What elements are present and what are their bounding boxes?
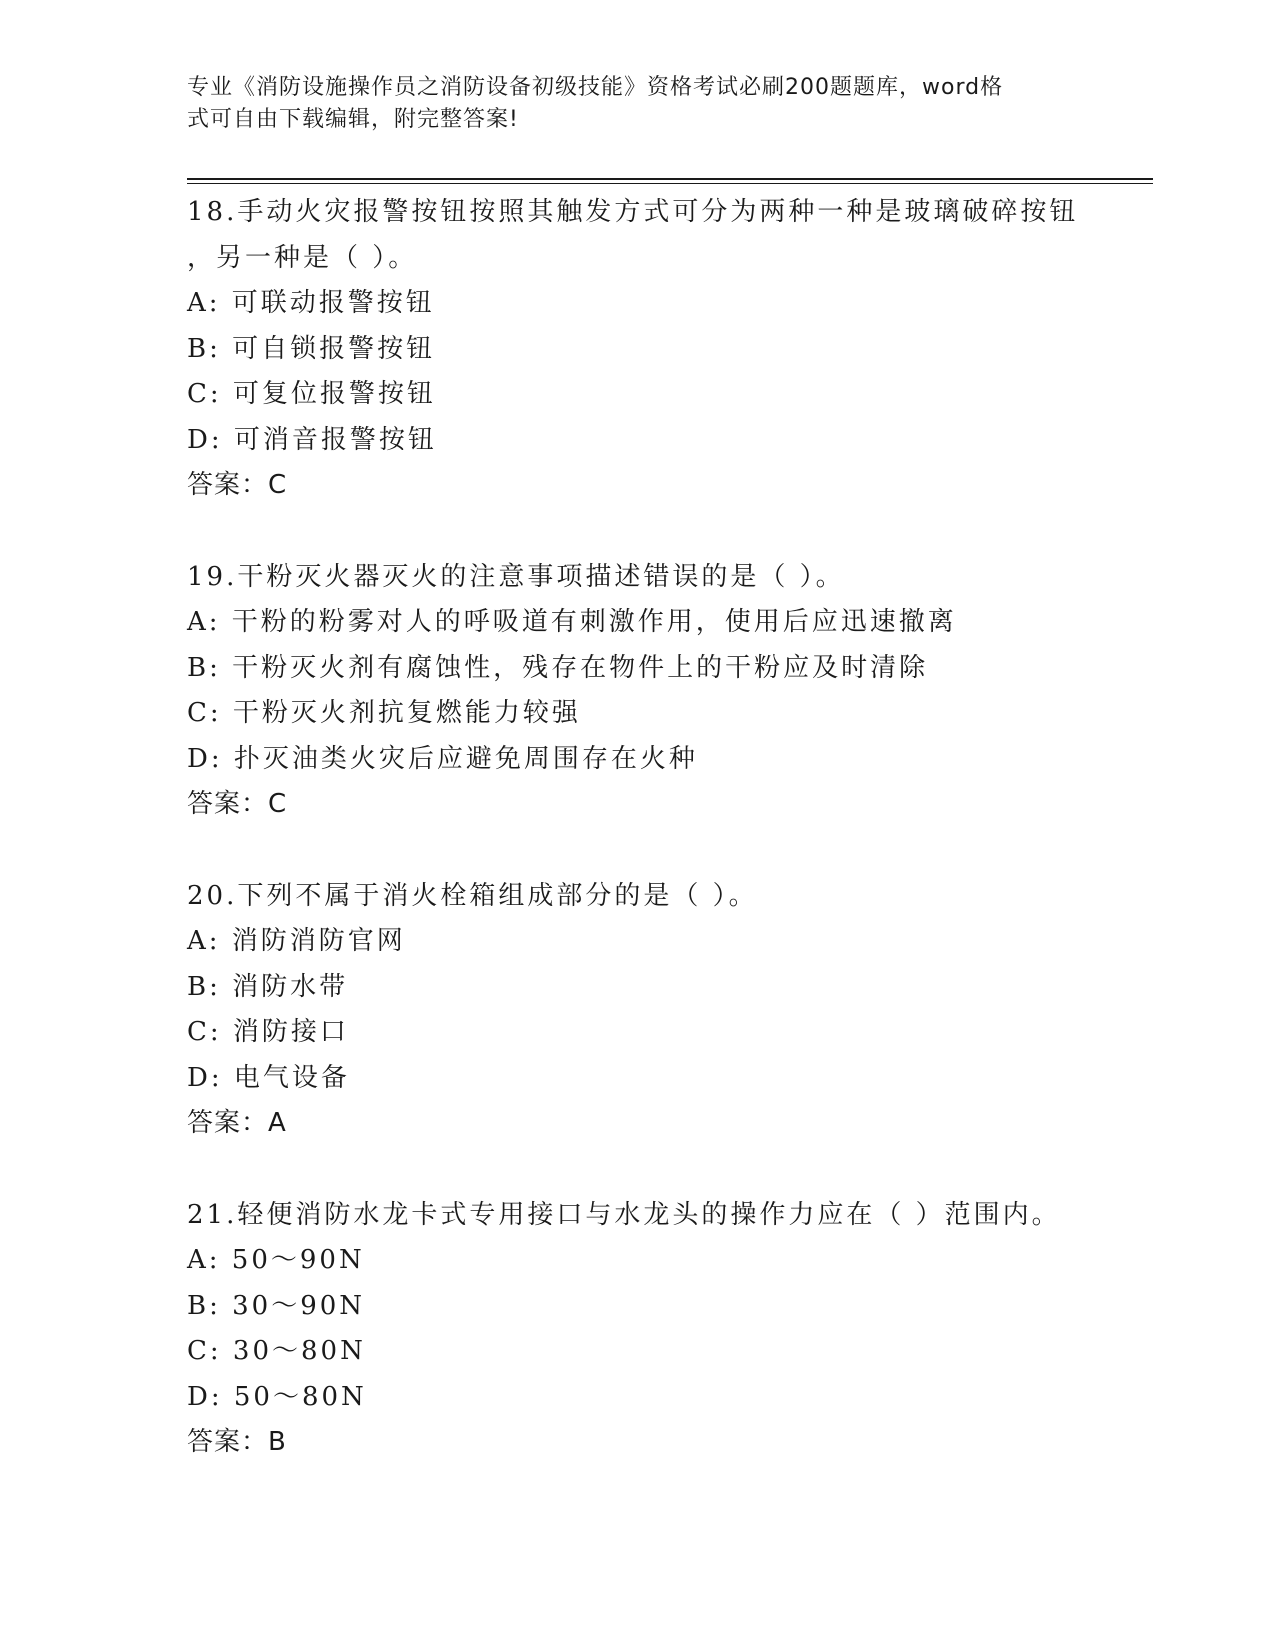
header-line-1: 专业《消防设施操作员之消防设备初级技能》资格考试必刷200题题库，word格 bbox=[187, 75, 1004, 100]
option-b: B: 干粉灭火剂有腐蚀性，残存在物件上的干粉应及时清除 bbox=[187, 652, 929, 683]
option-a: A: 干粉的粉雾对人的呼吸道有刺激作用，使用后应迅速撤离 bbox=[187, 607, 957, 637]
option-c: C: 消防接口 bbox=[187, 1017, 349, 1047]
document-header bbox=[187, 72, 1067, 136]
header-line-2: 式可自由下载编辑，附完整答案! bbox=[187, 107, 519, 132]
header-divider-thin bbox=[187, 183, 1153, 184]
option-b: B: 30～90N bbox=[187, 1290, 366, 1321]
option-b: B: 可自锁报警按钮 bbox=[187, 333, 436, 364]
option-c: C: 30～80N bbox=[187, 1336, 366, 1366]
option-d: D: 扑灭油类火灾后应避免周围存在火种 bbox=[187, 743, 698, 774]
answer: 答案：B bbox=[187, 1427, 287, 1457]
option-c: C: 干粉灭火剂抗复燃能力较强 bbox=[187, 698, 581, 728]
option-a: A: 可联动报警按钮 bbox=[187, 288, 435, 318]
question-19 bbox=[187, 555, 1087, 828]
question-stem: 19.干粉灭火器灭火的注意事项描述错误的是（ ）。 bbox=[187, 561, 845, 592]
question-stem: 18.手动火灾报警按钮按照其触发方式可分为两种一种是玻璃破碎按钮 bbox=[187, 197, 1079, 227]
question-list bbox=[187, 190, 1087, 1512]
question-18 bbox=[187, 190, 1087, 509]
question-stem: 21.轻便消防水龙卡式专用接口与水龙头的操作力应在（ ）范围内。 bbox=[187, 1199, 1061, 1230]
question-stem: 20.下列不属于消火栓箱组成部分的是（ ）。 bbox=[187, 880, 758, 911]
option-b: B: 消防水带 bbox=[187, 971, 349, 1002]
option-a: A: 消防消防官网 bbox=[187, 926, 406, 956]
question-20 bbox=[187, 874, 1087, 1147]
option-c: C: 可复位报警按钮 bbox=[187, 379, 436, 409]
header-divider-thick bbox=[187, 178, 1153, 180]
answer: 答案：A bbox=[187, 1108, 287, 1138]
question-21 bbox=[187, 1193, 1087, 1466]
question-stem-continued: ，另一种是（ ）。 bbox=[187, 242, 418, 273]
answer: 答案：C bbox=[187, 470, 288, 500]
option-a: A: 50～90N bbox=[187, 1245, 365, 1275]
option-d: D: 电气设备 bbox=[187, 1062, 350, 1093]
answer: 答案：C bbox=[187, 789, 288, 819]
option-d: D: 可消音报警按钮 bbox=[187, 424, 437, 455]
option-d: D: 50～80N bbox=[187, 1381, 367, 1412]
